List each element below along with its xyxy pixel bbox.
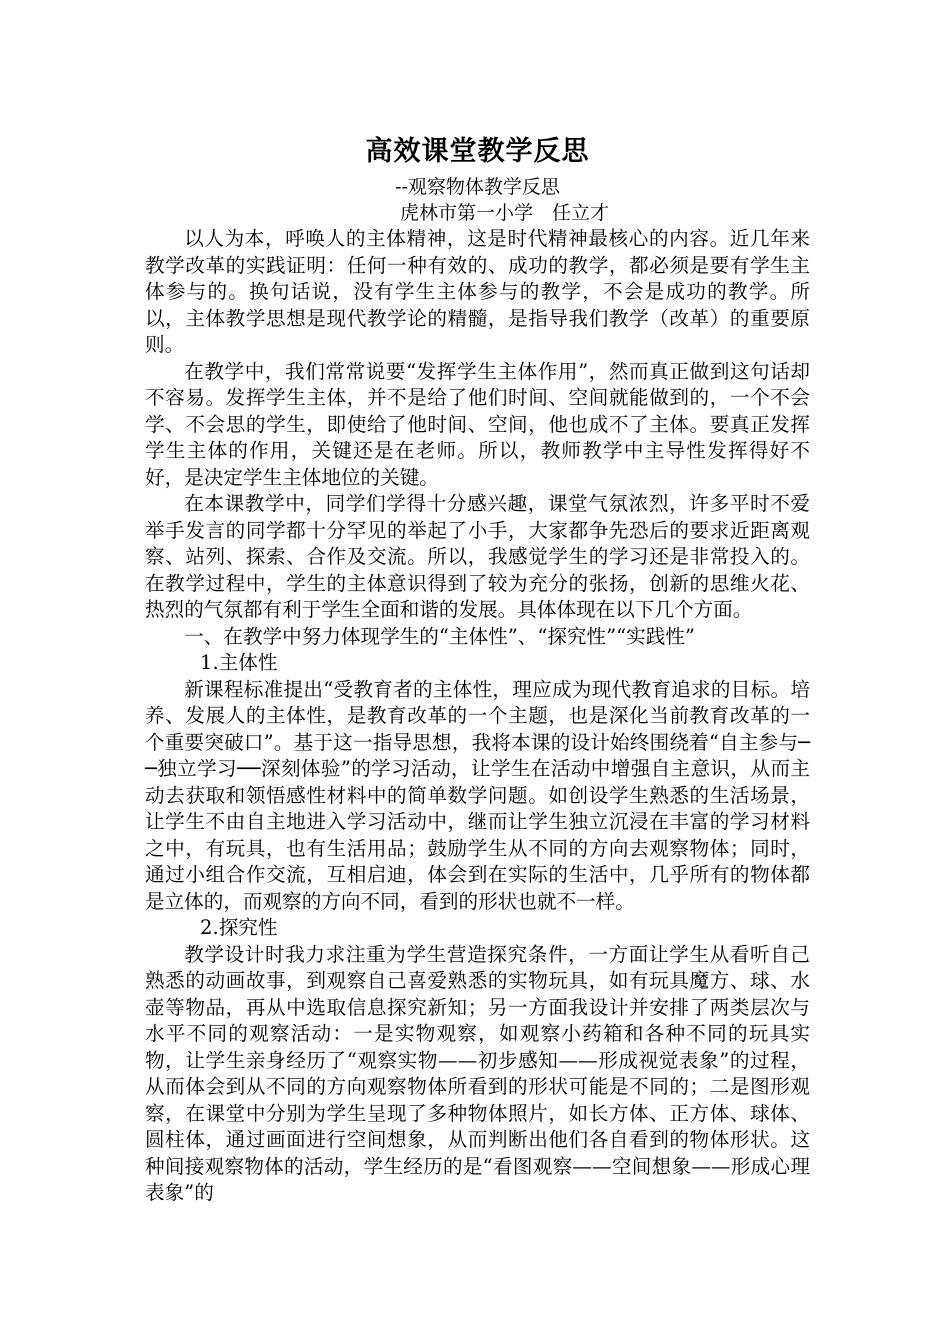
paragraph-2: 在教学中，我们常常说要“发挥学生主体作用”，然而真正做到这句话却不容易。发挥学生主体，并不是给了他们时间、空间就能做到的，一个不会学、不会思的学生，即使给了他时间、空间，他也成不了主体。要真正发挥学生主体的作用，关键还是在老师。所以，教师教学中主导性发挥得好不好，是决定学生主体地位的关键。	[145, 359, 810, 489]
document-subtitle: --观察物体教学反思	[395, 176, 560, 198]
subsection-1-text: 新课程标准提出“受教育者的主体性，理应成为现代教育追求的目标。培养、发展人的主体性，是教育改革的一个主题，也是深化当前教育改革的一个重要突破口”。基于这一指导思想，我将本课的设计始终围绕着“自主参与──独立学习──深刻体验”的学习活动，让学生在活动中增强自主意识，从而主动去获取和领悟感性材料中的简单数学问题。如创设学生熟悉的生活场景，让学生不由自主地进入学习活动中，继而让学生独立沉浸在丰富的学习材料之中，有玩具，也有生活用品；鼓励学生从不同的方向去观察物体；同时，通过小组合作交流，互相启迪，体会到在实际的生活中，几乎所有的物体都是立体的，而观察的方向不同，看到的形状也就不一样。	[145, 677, 810, 913]
document-author: 虎林市第一小学 任立才	[400, 202, 610, 224]
paragraph-1: 以人为本，呼唤人的主体精神，这是时代精神最核心的内容。近几年来教学改革的实践证明：任何一种有效的、成功的教学，都必须是要有学生主体参与的。换句话说，没有学生主体参与的教学，不会是成功的教学。所以，主体教学思想是现代教学论的精髓，是指导我们教学（改革）的重要原则。	[145, 227, 810, 356]
subsection-2-heading: 2.探究性	[200, 916, 278, 939]
paragraph-3: 在本课教学中，同学们学得十分感兴趣，课堂气氛浓烈，许多平时不爱举手发言的同学都十分罕见的举起了小手，大家都争先恐后的要求近距离观察、站列、探索、合作及交流。所以，我感觉学生的学习还是非常投入的。在教学过程中，学生的主体意识得到了较为充分的张扬，创新的思维火花、热烈的气氛都有利于学生全面和谐的发展。具体体现在以下几个方面。	[145, 492, 810, 621]
subsection-2-text: 教学设计时我力求注重为学生营造探究条件，一方面让学生从看听自己熟悉的动画故事，到观察自己喜爱熟悉的实物玩具，如有玩具魔方、球、水壶等物品，再从中选取信息探究新知；另一方面我设计并安排了两类层次与水平不同的观察活动：一是实物观察，如观察小药箱和各种不同的玩具实物，让学生亲身经历了“观察实物——初步感知——形成视觉表象”的过程，从而体会到从不同的方向观察物体所看到的形状可能是不同的；二是图形观察，在课堂中分别为学生呈现了多种物体照片，如长方体、正方体、球体、圆柱体，通过画面进行空间想象，从而判断出他们各自看到的物体形状。这种间接观察物体的活动，学生经历的是“看图观察——空间想象——形成心理表象”的	[145, 942, 810, 1204]
document-page	[145, 130, 810, 1207]
document-title: 高效课堂教学反思	[365, 136, 590, 167]
section-heading: 一、在教学中努力体现学生的“主体性”、“探究性”“实践性”	[184, 624, 695, 648]
subsection-1-heading: 1.主体性	[200, 651, 278, 674]
